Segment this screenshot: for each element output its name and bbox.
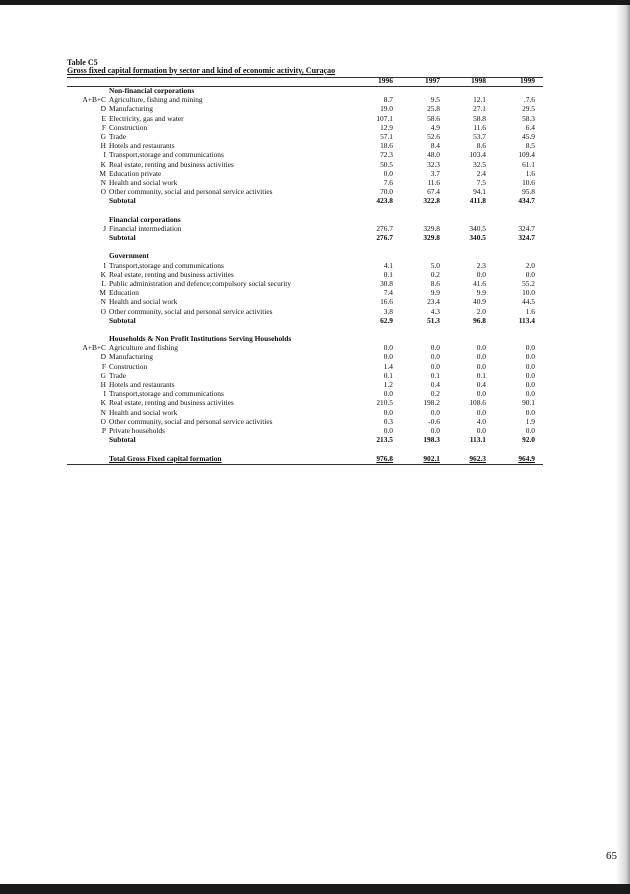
row-label: Financial intermediation	[109, 223, 182, 233]
table-row	[67, 187, 543, 196]
value-cell: 0.0	[476, 361, 486, 371]
row-label: Trade	[109, 370, 126, 380]
value-cell: 0.0	[525, 370, 535, 380]
spacer-row	[67, 242, 543, 251]
value-cell: 1.2	[383, 380, 393, 389]
row-label: Agriculture, fishing and mining	[109, 95, 203, 105]
value-cell: 16.6	[380, 297, 393, 307]
value-cell: 0.0	[476, 343, 486, 353]
value-cell: 58.3	[522, 113, 535, 123]
row-label: Health and social work	[109, 177, 178, 187]
activity-code: A+B+C	[82, 343, 106, 353]
value-cell: 11.6	[473, 122, 486, 132]
value-cell: 9.9	[476, 288, 486, 298]
value-cell: 198.2	[423, 398, 440, 408]
value-cell: 0.4	[476, 380, 486, 389]
row-label: Transport,storage and communications	[109, 150, 224, 160]
value-cell: 4.1	[383, 260, 393, 270]
value-cell: 0.0	[430, 343, 440, 353]
value-cell: 7.6	[383, 177, 393, 187]
activity-code: N	[100, 297, 106, 307]
value-cell: 1.4	[383, 361, 393, 371]
value-cell: 51.3	[427, 315, 440, 325]
value-cell: 329.8	[423, 233, 440, 242]
value-cell: 4.3	[430, 306, 440, 316]
activity-code: D	[100, 352, 106, 362]
row-label: Real estate, renting and business activities	[109, 269, 234, 279]
table-row	[67, 389, 543, 398]
table-row	[67, 288, 543, 297]
spacer-row	[67, 325, 543, 334]
year-header: 1997	[425, 76, 440, 85]
row-label: Education private	[109, 168, 162, 178]
value-cell: 322.8	[423, 196, 440, 206]
spacer-row	[67, 205, 543, 214]
value-cell: 0.2	[430, 389, 440, 399]
activity-code: F	[101, 122, 106, 132]
row-label: Agriculture and fishing	[109, 343, 178, 353]
page-number: 65	[606, 850, 617, 862]
value-cell: 8.4	[430, 141, 440, 151]
value-cell: 964.9	[518, 453, 535, 463]
value-cell: 7.4	[383, 288, 393, 298]
table-row	[67, 178, 543, 187]
value-cell: 276.7	[376, 233, 393, 242]
value-cell: 2.0	[476, 306, 486, 316]
value-cell: 30.8	[380, 278, 393, 288]
value-cell: 23.4	[427, 297, 440, 307]
value-cell: 108.6	[469, 398, 486, 408]
value-cell: 0.2	[430, 269, 440, 279]
value-cell: 96.8	[473, 315, 486, 325]
value-cell: 70.0	[380, 187, 393, 197]
table-row	[67, 114, 543, 123]
row-label: Real estate, renting and business activities	[109, 398, 234, 408]
row-label: Construction	[109, 361, 148, 371]
value-cell: 0.0	[476, 269, 486, 279]
activity-code: N	[100, 177, 106, 187]
value-cell: 41.6	[473, 278, 486, 288]
value-cell: 8.7	[383, 95, 393, 105]
table-row	[67, 132, 543, 141]
value-cell: 0.1	[476, 370, 486, 380]
value-cell: 0.0	[525, 425, 535, 435]
table-row	[67, 123, 543, 132]
subtotal-row	[67, 196, 543, 205]
value-cell: 103.4	[469, 150, 486, 160]
value-cell: 18.6	[380, 141, 393, 151]
table-row	[67, 95, 543, 104]
value-cell: 9.9	[430, 288, 440, 298]
value-cell: 0.0	[525, 269, 535, 279]
activity-code: I	[103, 389, 106, 399]
value-cell: 62.9	[380, 315, 393, 325]
value-cell: 324.7	[518, 223, 535, 233]
activity-code: M	[99, 288, 106, 298]
value-cell: 1.9	[525, 416, 535, 426]
year-header: 1996	[378, 76, 393, 85]
section-heading-label: Households & Non Profit Institutions Serving Households	[109, 334, 292, 344]
activity-code: K	[100, 269, 106, 279]
value-cell: 0.0	[383, 343, 393, 353]
value-cell: 113.1	[469, 435, 486, 445]
row-label: Other community, social and personal service activities	[109, 416, 273, 426]
table-row	[67, 371, 543, 380]
value-cell: 6.4	[525, 122, 535, 132]
table-row	[67, 297, 543, 306]
value-cell: 40.9	[473, 297, 486, 307]
activity-code: O	[100, 416, 106, 426]
activity-code: F	[101, 361, 106, 371]
row-label: Health and social work	[109, 297, 178, 307]
value-cell: .7.6	[523, 95, 535, 105]
value-cell: 3.8	[383, 306, 393, 316]
value-cell: 2.3	[476, 260, 486, 270]
value-cell: 58.6	[427, 113, 440, 123]
value-cell: 7.5	[476, 177, 486, 187]
value-cell: -0.6	[428, 416, 440, 426]
value-cell: 0.0	[525, 352, 535, 362]
value-cell: 95.8	[522, 187, 535, 197]
value-cell: 29.5	[522, 104, 535, 114]
row-label: Subtotal	[109, 233, 136, 242]
value-cell: 0.0	[476, 352, 486, 362]
value-cell: 45.9	[522, 131, 535, 141]
subtotal-row	[67, 233, 543, 242]
row-label: Manufacturing	[109, 104, 153, 114]
row-label: Education	[109, 288, 139, 298]
table-row	[67, 150, 543, 159]
value-cell: 0.0	[383, 168, 393, 178]
value-cell: 0.0	[383, 389, 393, 399]
row-label: Transport,storage and communications	[109, 389, 224, 399]
row-label: Transport,storage and communications	[109, 260, 224, 270]
table-row	[67, 160, 543, 169]
activity-code: I	[103, 260, 106, 270]
activity-code: E	[101, 113, 106, 123]
row-label: Subtotal	[109, 435, 136, 445]
table-id: Table C5	[67, 58, 98, 67]
value-cell: 32.3	[427, 159, 440, 169]
value-cell: 0.0	[430, 407, 440, 417]
value-cell: 48.0	[427, 150, 440, 160]
value-cell: 0.0	[383, 352, 393, 362]
value-cell: 10.0	[522, 288, 535, 298]
activity-code: G	[100, 131, 106, 141]
row-label: Health and social work	[109, 407, 178, 417]
table-body	[67, 86, 543, 463]
value-cell: 19.0	[380, 104, 393, 114]
value-cell: 2.4	[476, 168, 486, 178]
section-heading	[67, 215, 543, 224]
value-cell: 4.9	[430, 122, 440, 132]
table-row	[67, 352, 543, 361]
year-header: 1999	[520, 76, 535, 85]
value-cell: 0.0	[525, 389, 535, 399]
row-label: Other community, social and personal service activities	[109, 187, 273, 197]
table-row	[67, 362, 543, 371]
value-cell: 50.5	[380, 159, 393, 169]
value-cell: 0.3	[383, 416, 393, 426]
value-cell: 340.5	[469, 233, 486, 242]
row-label: Total Gross Fixed capital formation	[109, 453, 222, 463]
row-label: Subtotal	[109, 196, 136, 206]
value-cell: 434.7	[518, 196, 535, 206]
row-label: Hotels and restaurants	[109, 141, 175, 151]
table-row	[67, 169, 543, 178]
value-cell: 0.1	[430, 370, 440, 380]
row-label: Manufacturing	[109, 352, 153, 362]
activity-code: A+B+C	[82, 95, 106, 105]
value-cell: 2.0	[525, 260, 535, 270]
section-heading	[67, 334, 543, 343]
table-row	[67, 104, 543, 113]
scan-bottom-border	[0, 884, 630, 894]
value-cell: 32.5	[473, 159, 486, 169]
table-title: Gross fixed capital formation by sector and kind of economic activity, Curaçao	[67, 66, 336, 75]
table-row	[67, 141, 543, 150]
table-row	[67, 307, 543, 316]
value-cell: 423.8	[376, 196, 393, 206]
table-row	[67, 279, 543, 288]
value-cell: 8.6	[476, 141, 486, 151]
value-cell: 1.6	[525, 306, 535, 316]
value-cell: 0.0	[476, 389, 486, 399]
value-cell: 53.7	[473, 131, 486, 141]
value-cell: 0.0	[430, 352, 440, 362]
value-cell: 113.4	[518, 315, 535, 325]
activity-code: G	[100, 370, 106, 380]
total-row	[67, 454, 543, 463]
value-cell: 55.2	[522, 278, 535, 288]
value-cell: 12.1	[473, 95, 486, 105]
activity-code: K	[100, 159, 106, 169]
row-label: Hotels and restaurants	[109, 380, 175, 389]
value-cell: 0.0	[525, 343, 535, 353]
value-cell: 411.8	[469, 196, 486, 206]
section-heading	[67, 251, 543, 260]
subtotal-row	[67, 435, 543, 444]
row-label: Electricity, gas and water	[109, 113, 184, 123]
table-row	[67, 261, 543, 270]
section-heading	[67, 86, 543, 95]
row-label: Other community, social and personal service activities	[109, 306, 273, 316]
value-cell: 0.0	[430, 425, 440, 435]
value-cell: 11.6	[427, 177, 440, 187]
value-cell: 0.0	[525, 361, 535, 371]
table-row	[67, 224, 543, 233]
value-cell: 5.0	[430, 260, 440, 270]
value-cell: 3.7	[430, 168, 440, 178]
value-cell: 8.6	[430, 278, 440, 288]
activity-code: N	[100, 407, 106, 417]
value-cell: 72.3	[380, 150, 393, 160]
value-cell: 57.1	[380, 131, 393, 141]
value-cell: 0.0	[476, 407, 486, 417]
value-cell: 0.0	[383, 425, 393, 435]
value-cell: 329.8	[423, 223, 440, 233]
table-row	[67, 380, 543, 389]
table-row	[67, 270, 543, 279]
subtotal-row	[67, 316, 543, 325]
value-cell: 0.1	[383, 269, 393, 279]
value-cell: 58.8	[473, 113, 486, 123]
value-cell: 4.0	[476, 416, 486, 426]
table-row	[67, 417, 543, 426]
value-cell: 52.6	[427, 131, 440, 141]
value-cell: 67.4	[427, 187, 440, 197]
value-cell: 0.4	[430, 380, 440, 389]
scan-page-edge	[616, 5, 630, 884]
year-header: 1998	[471, 76, 486, 85]
table-row	[67, 343, 543, 352]
value-cell: 198.3	[423, 435, 440, 445]
value-cell: 962.3	[469, 453, 486, 463]
value-cell: 213.5	[376, 435, 393, 445]
value-cell: 324.7	[518, 233, 535, 242]
value-cell: 10.6	[522, 177, 535, 187]
activity-code: H	[100, 380, 106, 389]
value-cell: 25.8	[427, 104, 440, 114]
value-cell: 107.1	[376, 113, 393, 123]
activity-code: M	[99, 168, 106, 178]
row-label: Construction	[109, 122, 148, 132]
table-row	[67, 408, 543, 417]
value-cell: 0.0	[525, 380, 535, 389]
activity-code: L	[101, 278, 106, 288]
value-cell: 0.0	[383, 407, 393, 417]
value-cell: 0.0	[525, 407, 535, 417]
value-cell: 9.5	[430, 95, 440, 105]
spacer-row	[67, 444, 543, 453]
scan-top-border	[0, 0, 630, 5]
value-cell: 902.1	[423, 453, 440, 463]
value-cell: 94.1	[473, 187, 486, 197]
value-cell: 0.1	[383, 370, 393, 380]
row-label: Trade	[109, 131, 126, 141]
row-label: Subtotal	[109, 315, 136, 325]
row-label: Real estate, renting and business activities	[109, 159, 234, 169]
value-cell: 8.5	[525, 141, 535, 151]
value-cell: 44.5	[522, 297, 535, 307]
value-cell: 0.0	[476, 425, 486, 435]
value-cell: 0.0	[430, 361, 440, 371]
value-cell: 1.6	[525, 168, 535, 178]
value-cell: 276.7	[376, 223, 393, 233]
value-cell: 109.4	[518, 150, 535, 160]
activity-code: J	[103, 223, 106, 233]
activity-code: P	[101, 425, 106, 435]
value-cell: 210.5	[376, 398, 393, 408]
activity-code: D	[100, 104, 106, 114]
value-cell: 90.1	[522, 398, 535, 408]
activity-code: H	[100, 141, 106, 151]
section-heading-label: Government	[109, 251, 149, 261]
activity-code: K	[100, 398, 106, 408]
table-row	[67, 398, 543, 407]
value-cell: 61.1	[522, 159, 535, 169]
activity-code: O	[100, 187, 106, 197]
value-cell: 27.1	[473, 104, 486, 114]
value-cell: 340.5	[469, 223, 486, 233]
row-label: Private households	[109, 425, 166, 435]
section-heading-label: Non-financial corporations	[109, 86, 195, 95]
activity-code: I	[103, 150, 106, 160]
value-cell: 92.0	[522, 435, 535, 445]
section-heading-label: Financial corporations	[109, 214, 181, 224]
value-cell: 12.9	[380, 122, 393, 132]
activity-code: O	[100, 306, 106, 316]
table-bottom-rule	[67, 464, 543, 465]
value-cell: 976.8	[376, 453, 393, 463]
table-row	[67, 426, 543, 435]
row-label: Public administration and defence;compulsory social security	[109, 278, 292, 288]
